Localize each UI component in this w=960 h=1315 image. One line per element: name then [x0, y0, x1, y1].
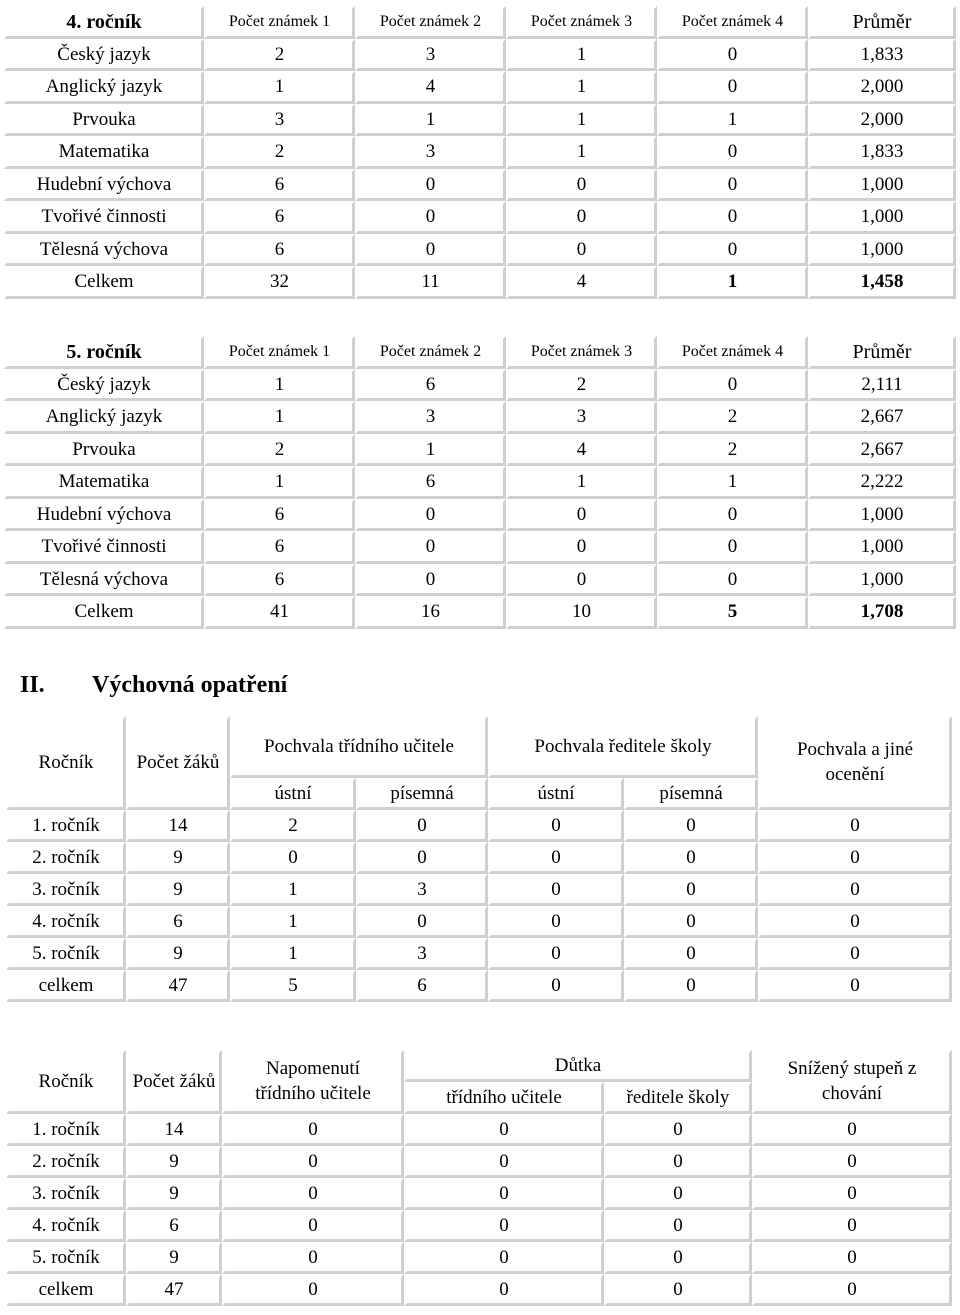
table-row — [6, 938, 952, 970]
average-cell: 2,000 — [808, 71, 956, 104]
count-2-cell: 1 — [355, 104, 506, 137]
count-3-cell: 10 — [506, 596, 657, 629]
total-row — [4, 266, 956, 299]
grade-cell: 3. ročník — [6, 1178, 126, 1210]
subject-cell: Celkem — [4, 266, 204, 299]
value-cell: 0 — [222, 1242, 404, 1274]
pupils-cell: 6 — [126, 906, 230, 938]
grade-table-4 — [4, 6, 956, 299]
table-row — [6, 1210, 952, 1242]
value-cell: 0 — [758, 906, 952, 938]
count-1-cell: 1 — [204, 71, 355, 104]
count-3-cell: 1 — [506, 71, 657, 104]
count-3-cell: 4 — [506, 434, 657, 467]
count-3-cell: 0 — [506, 564, 657, 597]
value-cell: 0 — [404, 1242, 604, 1274]
value-cell: 0 — [604, 1242, 752, 1274]
grade-table-5 — [4, 336, 956, 629]
table-row — [4, 499, 956, 532]
grade-table-body — [4, 336, 956, 629]
count-3-cell: 1 — [506, 136, 657, 169]
value-cell: 0 — [752, 1274, 952, 1306]
table-row — [4, 401, 956, 434]
grade-level-title: 5. ročník — [4, 336, 204, 369]
table-row — [4, 434, 956, 467]
penalty-table-body — [6, 1114, 952, 1306]
table-row — [4, 104, 956, 137]
count-1-cell: 41 — [204, 596, 355, 629]
pupils-cell: 9 — [126, 842, 230, 874]
table-row — [4, 201, 956, 234]
average-cell: 2,667 — [808, 434, 956, 467]
penalty-header-row — [6, 1050, 952, 1082]
sub-pisemna: písemná — [356, 778, 488, 810]
section-number: II. — [20, 672, 45, 698]
value-cell: 0 — [488, 906, 624, 938]
value-cell: 0 — [752, 1114, 952, 1146]
count-2-cell: 0 — [355, 169, 506, 202]
table-row — [6, 1146, 952, 1178]
pupils-cell: 14 — [126, 810, 230, 842]
count-2-cell: 0 — [355, 201, 506, 234]
count-1-cell: 2 — [204, 136, 355, 169]
pupils-cell: 9 — [126, 938, 230, 970]
value-cell: 0 — [758, 970, 952, 1002]
average-cell: 1,458 — [808, 266, 956, 299]
column-header: Průměr — [808, 336, 956, 369]
table-row — [4, 39, 956, 72]
col-pocet-zaku: Počet žáků — [126, 716, 230, 810]
table-row — [4, 71, 956, 104]
praise-header-row — [6, 716, 952, 778]
count-4-cell: 0 — [657, 234, 808, 267]
value-cell: 0 — [624, 938, 758, 970]
subject-cell: Prvouka — [4, 104, 204, 137]
value-cell: 0 — [222, 1178, 404, 1210]
table-row — [4, 169, 956, 202]
value-cell: 2 — [230, 810, 356, 842]
count-3-cell: 3 — [506, 401, 657, 434]
count-4-cell: 0 — [657, 169, 808, 202]
subject-cell: Tělesná výchova — [4, 234, 204, 267]
pupils-cell: 9 — [126, 874, 230, 906]
value-cell: 0 — [356, 842, 488, 874]
count-3-cell: 1 — [506, 466, 657, 499]
table-row — [6, 1242, 952, 1274]
col-pochvala-reditel: Pochvala ředitele školy — [488, 716, 758, 778]
average-cell: 1,833 — [808, 136, 956, 169]
grade-cell: 3. ročník — [6, 874, 126, 906]
table-row — [6, 906, 952, 938]
count-4-cell: 0 — [657, 71, 808, 104]
subject-cell: Tělesná výchova — [4, 564, 204, 597]
count-4-cell: 2 — [657, 434, 808, 467]
value-cell: 0 — [758, 810, 952, 842]
subject-cell: Matematika — [4, 136, 204, 169]
col-pocet-zaku: Počet žáků — [126, 1050, 222, 1114]
sub-pisemna: písemná — [624, 778, 758, 810]
count-1-cell: 6 — [204, 564, 355, 597]
count-2-cell: 3 — [355, 136, 506, 169]
count-4-cell: 1 — [657, 266, 808, 299]
count-3-cell: 0 — [506, 531, 657, 564]
count-4-cell: 0 — [657, 201, 808, 234]
col-rocnik: Ročník — [6, 1050, 126, 1114]
table-row — [6, 810, 952, 842]
table-row — [4, 466, 956, 499]
count-1-cell: 32 — [204, 266, 355, 299]
total-row — [4, 596, 956, 629]
value-cell: 0 — [624, 810, 758, 842]
average-cell: 1,833 — [808, 39, 956, 72]
pupils-cell: 9 — [126, 1242, 222, 1274]
count-2-cell: 6 — [355, 466, 506, 499]
col-pochvala-jine: Pochvala a jiné ocenění — [758, 716, 952, 810]
table-row — [4, 234, 956, 267]
column-header: Průměr — [808, 6, 956, 39]
praise-table-body — [6, 810, 952, 1002]
column-header: Počet známek 2 — [355, 336, 506, 369]
column-header: Počet známek 1 — [204, 336, 355, 369]
count-3-cell: 0 — [506, 201, 657, 234]
col-dutka: Důtka — [404, 1050, 752, 1082]
column-header: Počet známek 1 — [204, 6, 355, 39]
subject-cell: Celkem — [4, 596, 204, 629]
average-cell: 2,111 — [808, 369, 956, 402]
count-3-cell: 0 — [506, 499, 657, 532]
value-cell: 1 — [230, 938, 356, 970]
count-2-cell: 3 — [355, 401, 506, 434]
value-cell: 5 — [230, 970, 356, 1002]
count-2-cell: 0 — [355, 234, 506, 267]
average-cell: 2,222 — [808, 466, 956, 499]
count-2-cell: 6 — [355, 369, 506, 402]
subject-cell: Tvořivé činnosti — [4, 201, 204, 234]
count-1-cell: 6 — [204, 169, 355, 202]
value-cell: 0 — [758, 938, 952, 970]
count-4-cell: 0 — [657, 499, 808, 532]
section-heading — [20, 672, 287, 699]
count-4-cell: 0 — [657, 564, 808, 597]
average-cell: 1,000 — [808, 499, 956, 532]
value-cell: 0 — [604, 1178, 752, 1210]
value-cell: 0 — [758, 842, 952, 874]
grade-cell: 4. ročník — [6, 906, 126, 938]
value-cell: 0 — [488, 842, 624, 874]
value-cell: 0 — [624, 970, 758, 1002]
subject-cell: Anglický jazyk — [4, 401, 204, 434]
pupils-cell: 9 — [126, 1178, 222, 1210]
value-cell: 0 — [230, 842, 356, 874]
col-rocnik: Ročník — [6, 716, 126, 810]
count-1-cell: 6 — [204, 499, 355, 532]
value-cell: 0 — [488, 970, 624, 1002]
value-cell: 0 — [404, 1114, 604, 1146]
section-title: Výchovná opatření — [92, 672, 288, 698]
pupils-cell: 14 — [126, 1114, 222, 1146]
table-row — [6, 1274, 952, 1306]
count-2-cell: 0 — [355, 531, 506, 564]
value-cell: 0 — [604, 1146, 752, 1178]
count-4-cell: 0 — [657, 369, 808, 402]
value-cell: 0 — [404, 1178, 604, 1210]
praise-table — [6, 716, 952, 1002]
count-2-cell: 16 — [355, 596, 506, 629]
value-cell: 0 — [222, 1274, 404, 1306]
value-cell: 0 — [604, 1114, 752, 1146]
subject-cell: Hudební výchova — [4, 499, 204, 532]
pupils-cell: 47 — [126, 1274, 222, 1306]
count-4-cell: 2 — [657, 401, 808, 434]
value-cell: 3 — [356, 874, 488, 906]
col-napomenuti: Napomenutí třídního učitele — [222, 1050, 404, 1114]
column-header: Počet známek 3 — [506, 336, 657, 369]
count-3-cell: 1 — [506, 39, 657, 72]
count-2-cell: 3 — [355, 39, 506, 72]
count-1-cell: 1 — [204, 369, 355, 402]
value-cell: 0 — [604, 1274, 752, 1306]
count-3-cell: 0 — [506, 234, 657, 267]
count-1-cell: 6 — [204, 201, 355, 234]
table-row — [4, 564, 956, 597]
grade-cell: 2. ročník — [6, 1146, 126, 1178]
value-cell: 0 — [624, 842, 758, 874]
grade-cell: 5. ročník — [6, 1242, 126, 1274]
value-cell: 0 — [488, 810, 624, 842]
value-cell: 0 — [222, 1114, 404, 1146]
subject-cell: Hudební výchova — [4, 169, 204, 202]
subject-cell: Anglický jazyk — [4, 71, 204, 104]
subject-cell: Matematika — [4, 466, 204, 499]
sub-tridni: třídního učitele — [404, 1082, 604, 1114]
count-2-cell: 11 — [355, 266, 506, 299]
value-cell: 0 — [404, 1210, 604, 1242]
count-4-cell: 1 — [657, 104, 808, 137]
pupils-cell: 47 — [126, 970, 230, 1002]
average-cell: 1,000 — [808, 234, 956, 267]
value-cell: 0 — [758, 874, 952, 906]
table-row — [6, 970, 952, 1002]
count-4-cell: 5 — [657, 596, 808, 629]
pupils-cell: 9 — [126, 1146, 222, 1178]
count-2-cell: 0 — [355, 564, 506, 597]
count-2-cell: 4 — [355, 71, 506, 104]
count-3-cell: 1 — [506, 104, 657, 137]
table-row — [6, 842, 952, 874]
count-1-cell: 2 — [204, 434, 355, 467]
count-3-cell: 0 — [506, 169, 657, 202]
grade-header-row — [4, 336, 956, 369]
grade-cell: 2. ročník — [6, 842, 126, 874]
table-row — [6, 1178, 952, 1210]
column-header: Počet známek 2 — [355, 6, 506, 39]
count-4-cell: 1 — [657, 466, 808, 499]
value-cell: 0 — [488, 874, 624, 906]
value-cell: 0 — [752, 1146, 952, 1178]
value-cell: 0 — [356, 906, 488, 938]
sub-reditel: ředitele školy — [604, 1082, 752, 1114]
count-2-cell: 1 — [355, 434, 506, 467]
table-row — [4, 531, 956, 564]
table-row — [6, 1114, 952, 1146]
count-1-cell: 2 — [204, 39, 355, 72]
count-1-cell: 3 — [204, 104, 355, 137]
table-row — [4, 136, 956, 169]
value-cell: 0 — [604, 1210, 752, 1242]
count-4-cell: 0 — [657, 39, 808, 72]
count-1-cell: 6 — [204, 531, 355, 564]
grade-table-body — [4, 6, 956, 299]
count-1-cell: 1 — [204, 466, 355, 499]
subject-cell: Český jazyk — [4, 39, 204, 72]
grade-cell: celkem — [6, 970, 126, 1002]
average-cell: 1,000 — [808, 201, 956, 234]
value-cell: 1 — [230, 874, 356, 906]
average-cell: 1,708 — [808, 596, 956, 629]
grade-cell: 1. ročník — [6, 810, 126, 842]
value-cell: 0 — [624, 874, 758, 906]
grade-cell: 4. ročník — [6, 1210, 126, 1242]
average-cell: 2,667 — [808, 401, 956, 434]
grade-cell: celkem — [6, 1274, 126, 1306]
value-cell: 0 — [222, 1146, 404, 1178]
value-cell: 6 — [356, 970, 488, 1002]
subject-cell: Tvořivé činnosti — [4, 531, 204, 564]
count-2-cell: 0 — [355, 499, 506, 532]
column-header: Počet známek 3 — [506, 6, 657, 39]
grade-header-row — [4, 6, 956, 39]
value-cell: 3 — [356, 938, 488, 970]
col-snizeny-stupen: Snížený stupeň z chování — [752, 1050, 952, 1114]
count-4-cell: 0 — [657, 136, 808, 169]
count-3-cell: 4 — [506, 266, 657, 299]
average-cell: 1,000 — [808, 169, 956, 202]
subject-cell: Český jazyk — [4, 369, 204, 402]
sub-ustni: ústní — [230, 778, 356, 810]
average-cell: 2,000 — [808, 104, 956, 137]
table-row — [6, 874, 952, 906]
value-cell: 0 — [404, 1274, 604, 1306]
penalty-table — [6, 1050, 952, 1306]
count-1-cell: 1 — [204, 401, 355, 434]
sub-ustni: ústní — [488, 778, 624, 810]
col-pochvala-tridni: Pochvala třídního učitele — [230, 716, 488, 778]
count-1-cell: 6 — [204, 234, 355, 267]
column-header: Počet známek 4 — [657, 336, 808, 369]
value-cell: 0 — [624, 906, 758, 938]
count-4-cell: 0 — [657, 531, 808, 564]
grade-level-title: 4. ročník — [4, 6, 204, 39]
value-cell: 0 — [752, 1178, 952, 1210]
value-cell: 1 — [230, 906, 356, 938]
value-cell: 0 — [222, 1210, 404, 1242]
pupils-cell: 6 — [126, 1210, 222, 1242]
value-cell: 0 — [488, 938, 624, 970]
count-3-cell: 2 — [506, 369, 657, 402]
grade-cell: 1. ročník — [6, 1114, 126, 1146]
table-row — [4, 369, 956, 402]
value-cell: 0 — [752, 1210, 952, 1242]
grade-cell: 5. ročník — [6, 938, 126, 970]
column-header: Počet známek 4 — [657, 6, 808, 39]
subject-cell: Prvouka — [4, 434, 204, 467]
average-cell: 1,000 — [808, 564, 956, 597]
value-cell: 0 — [404, 1146, 604, 1178]
value-cell: 0 — [752, 1242, 952, 1274]
average-cell: 1,000 — [808, 531, 956, 564]
value-cell: 0 — [356, 810, 488, 842]
